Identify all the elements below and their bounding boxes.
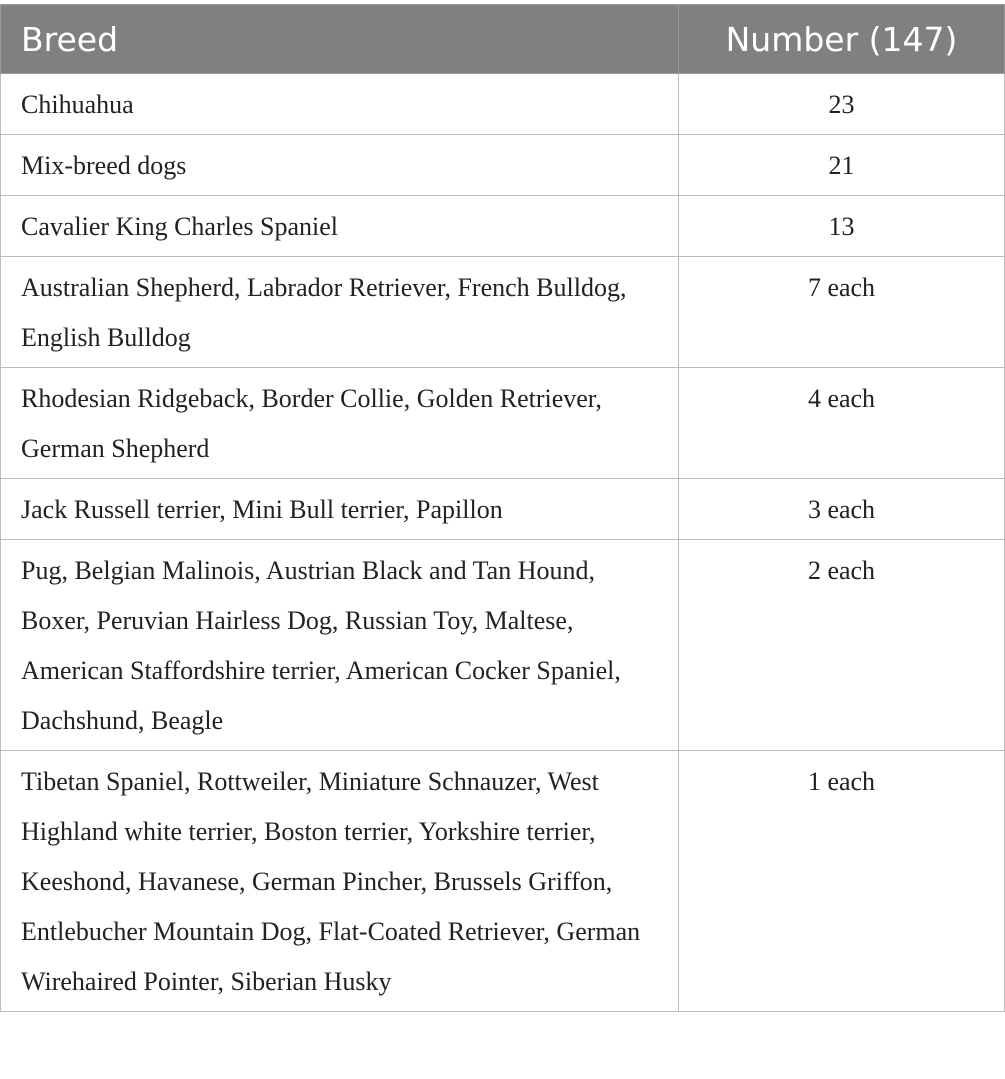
- number-cell: 2 each: [679, 540, 1005, 751]
- breed-cell: Jack Russell terrier, Mini Bull terrier, Papillon: [1, 479, 679, 540]
- table-row: [1, 196, 1005, 257]
- breed-cell: Rhodesian Ridgeback, Border Collie, Golden Retriever, German Shepherd: [1, 368, 679, 479]
- table-row: [1, 540, 1005, 751]
- number-column-header: Number (147): [679, 5, 1005, 74]
- breed-count-table: [0, 4, 1005, 1012]
- table-row: [1, 751, 1005, 1012]
- table-row: [1, 479, 1005, 540]
- header-row: [1, 5, 1005, 74]
- table-row: [1, 135, 1005, 196]
- table-row: [1, 74, 1005, 135]
- number-cell: 3 each: [679, 479, 1005, 540]
- number-cell: 1 each: [679, 751, 1005, 1012]
- breed-column-header: Breed: [1, 5, 679, 74]
- breed-cell: Mix-breed dogs: [1, 135, 679, 196]
- table-row: [1, 257, 1005, 368]
- breed-cell: Pug, Belgian Malinois, Austrian Black and Tan Hound, Boxer, Peruvian Hairless Dog, Russian Toy, Maltese, American Staffordshire terrier, American Cocker Spaniel, Dachshund, Beagle: [1, 540, 679, 751]
- table-header: [1, 5, 1005, 74]
- breed-cell: Cavalier King Charles Spaniel: [1, 196, 679, 257]
- table-body: [1, 74, 1005, 1012]
- number-cell: 4 each: [679, 368, 1005, 479]
- number-cell: 23: [679, 74, 1005, 135]
- number-cell: 13: [679, 196, 1005, 257]
- number-cell: 21: [679, 135, 1005, 196]
- breed-cell: Chihuahua: [1, 74, 679, 135]
- number-cell: 7 each: [679, 257, 1005, 368]
- breed-cell: Australian Shepherd, Labrador Retriever, French Bulldog, English Bulldog: [1, 257, 679, 368]
- table-row: [1, 368, 1005, 479]
- breed-cell: Tibetan Spaniel, Rottweiler, Miniature Schnauzer, West Highland white terrier, Boston terrier, Yorkshire terrier, Keeshond, Havanese, German Pincher, Brussels Griffon, Entlebucher Mountain Dog, Flat-Coated Retriever, German Wirehaired Pointer, Siberian Husky: [1, 751, 679, 1012]
